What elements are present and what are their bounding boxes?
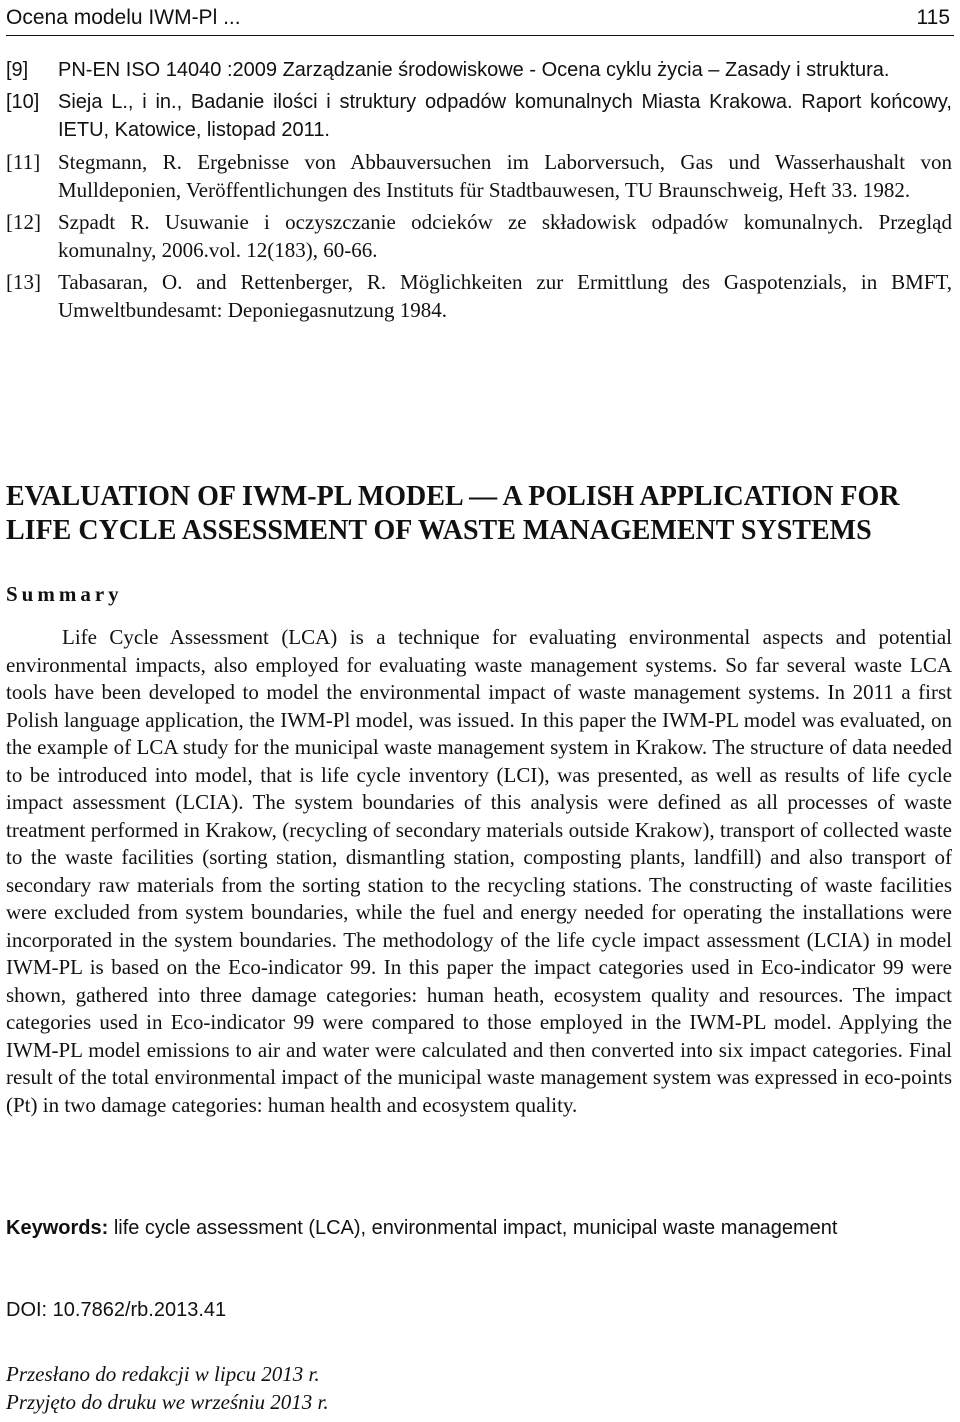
reference-text: Tabasaran, O. and Rettenberger, R. Möglichkeiten zur Ermittlung des Gaspotenzials, in BMFT, Umweltbundesamt: Deponiegasnutzung 1984. bbox=[58, 270, 952, 322]
reference-item bbox=[6, 208, 952, 264]
keywords-label: Keywords: bbox=[6, 1217, 109, 1239]
reference-number: [12] bbox=[6, 210, 41, 234]
reference-item bbox=[6, 268, 952, 324]
doi: DOI: 10.7862/rb.2013.41 bbox=[6, 1299, 227, 1321]
summary-heading: Summary bbox=[6, 582, 123, 606]
keywords bbox=[6, 1214, 952, 1242]
reference-text: Stegmann, R. Ergebnisse von Abbauversuchen im Laborversuch, Gas und Wasserhaushalt von Mulldeponien, Veröffentlichungen des Instituts für Stadtbauwesen, TU Braunschweig, Heft 33. 1982. bbox=[58, 150, 952, 202]
reference-item bbox=[6, 148, 952, 204]
reference-number: [10] bbox=[6, 91, 40, 113]
accepted-date: Przyjęto do druku we wrześniu 2013 r. bbox=[6, 1390, 329, 1414]
reference-number: [9] bbox=[6, 59, 29, 81]
received-date: Przesłano do redakcji w lipcu 2013 r. bbox=[6, 1362, 320, 1386]
reference-item bbox=[6, 56, 952, 84]
reference-text: Szpadt R. Usuwanie i oczyszczanie odcieków ze składowisk odpadów komunalnych. Przegląd komunalny, 2006.vol. 12(183), 60-66. bbox=[58, 210, 952, 262]
article-title: EVALUATION OF IWM-PL MODEL — A POLISH APPLICATION FOR LIFE CYCLE ASSESSMENT OF WASTE MANAGEMENT SYSTEMS bbox=[6, 481, 900, 546]
running-title: Ocena modelu IWM-Pl ... bbox=[6, 6, 241, 29]
reference-text: PN-EN ISO 14040 :2009 Zarządzanie środowiskowe - Ocena cyklu życia – Zasady i struktura. bbox=[58, 59, 890, 81]
submission-dates bbox=[6, 1360, 329, 1416]
reference-list bbox=[6, 56, 952, 328]
reference-number: [13] bbox=[6, 270, 41, 294]
abstract-text: Life Cycle Assessment (LCA) is a technique for evaluating environmental aspects and potential environmental impacts, also employed for evaluating waste management systems. So far several waste LCA tools have been developed to model the environmental impact of waste management systems. In 2011 a first Polish language application, the IWM-Pl model, was issued. In this paper the IWM-PL model was evaluated, on the example of LCA study for the municipal waste management system in Krakow. The structure of data needed to be introduced into model, that is life cycle inventory (LCI), was presented, as well as results of life cycle impact assessment (LCIA). The system boundaries of this analysis were defined as all processes of waste treatment performed in Krakow, (recycling of secondary materials outside Krakow), transport of collected waste to the waste facilities (sorting station, dismantling station, composting plants, landfill) and also transport of secondary raw materials from the sorting station to the recycling stations. The constructing of waste facilities were excluded from system boundaries, while the fuel and energy needed for operating the installations were incorporated in the system boundaries. The methodology of the life cycle impact assessment (LCIA) in model IWM-PL is based on the Eco-indicator 99. In this paper the impact categories used in Eco-indicator 99 were shown, gathered into three damage categories: human heath, ecosystem quality and resources. The impact categories used in Eco-indicator 99 were compared to those employed in the IWM-PL model. Applying the IWM-PL model emissions to air and water were calculated and then converted into six impact categories. Final result of the total environmental impact of the municipal waste management system was expressed in eco-points (Pt) in two damage categories: human health and ecosystem quality. bbox=[6, 625, 952, 1117]
reference-number: [11] bbox=[6, 150, 41, 174]
reference-text: Sieja L., i in., Badanie ilości i struktury odpadów komunalnych Miasta Krakowa. Raport końcowy, IETU, Katowice, listopad 2011. bbox=[58, 91, 952, 141]
keywords-text: life cycle assessment (LCA), environmental impact, municipal waste management bbox=[113, 1217, 838, 1239]
reference-item bbox=[6, 88, 952, 144]
running-header bbox=[6, 4, 954, 36]
page-number: 115 bbox=[916, 6, 950, 29]
